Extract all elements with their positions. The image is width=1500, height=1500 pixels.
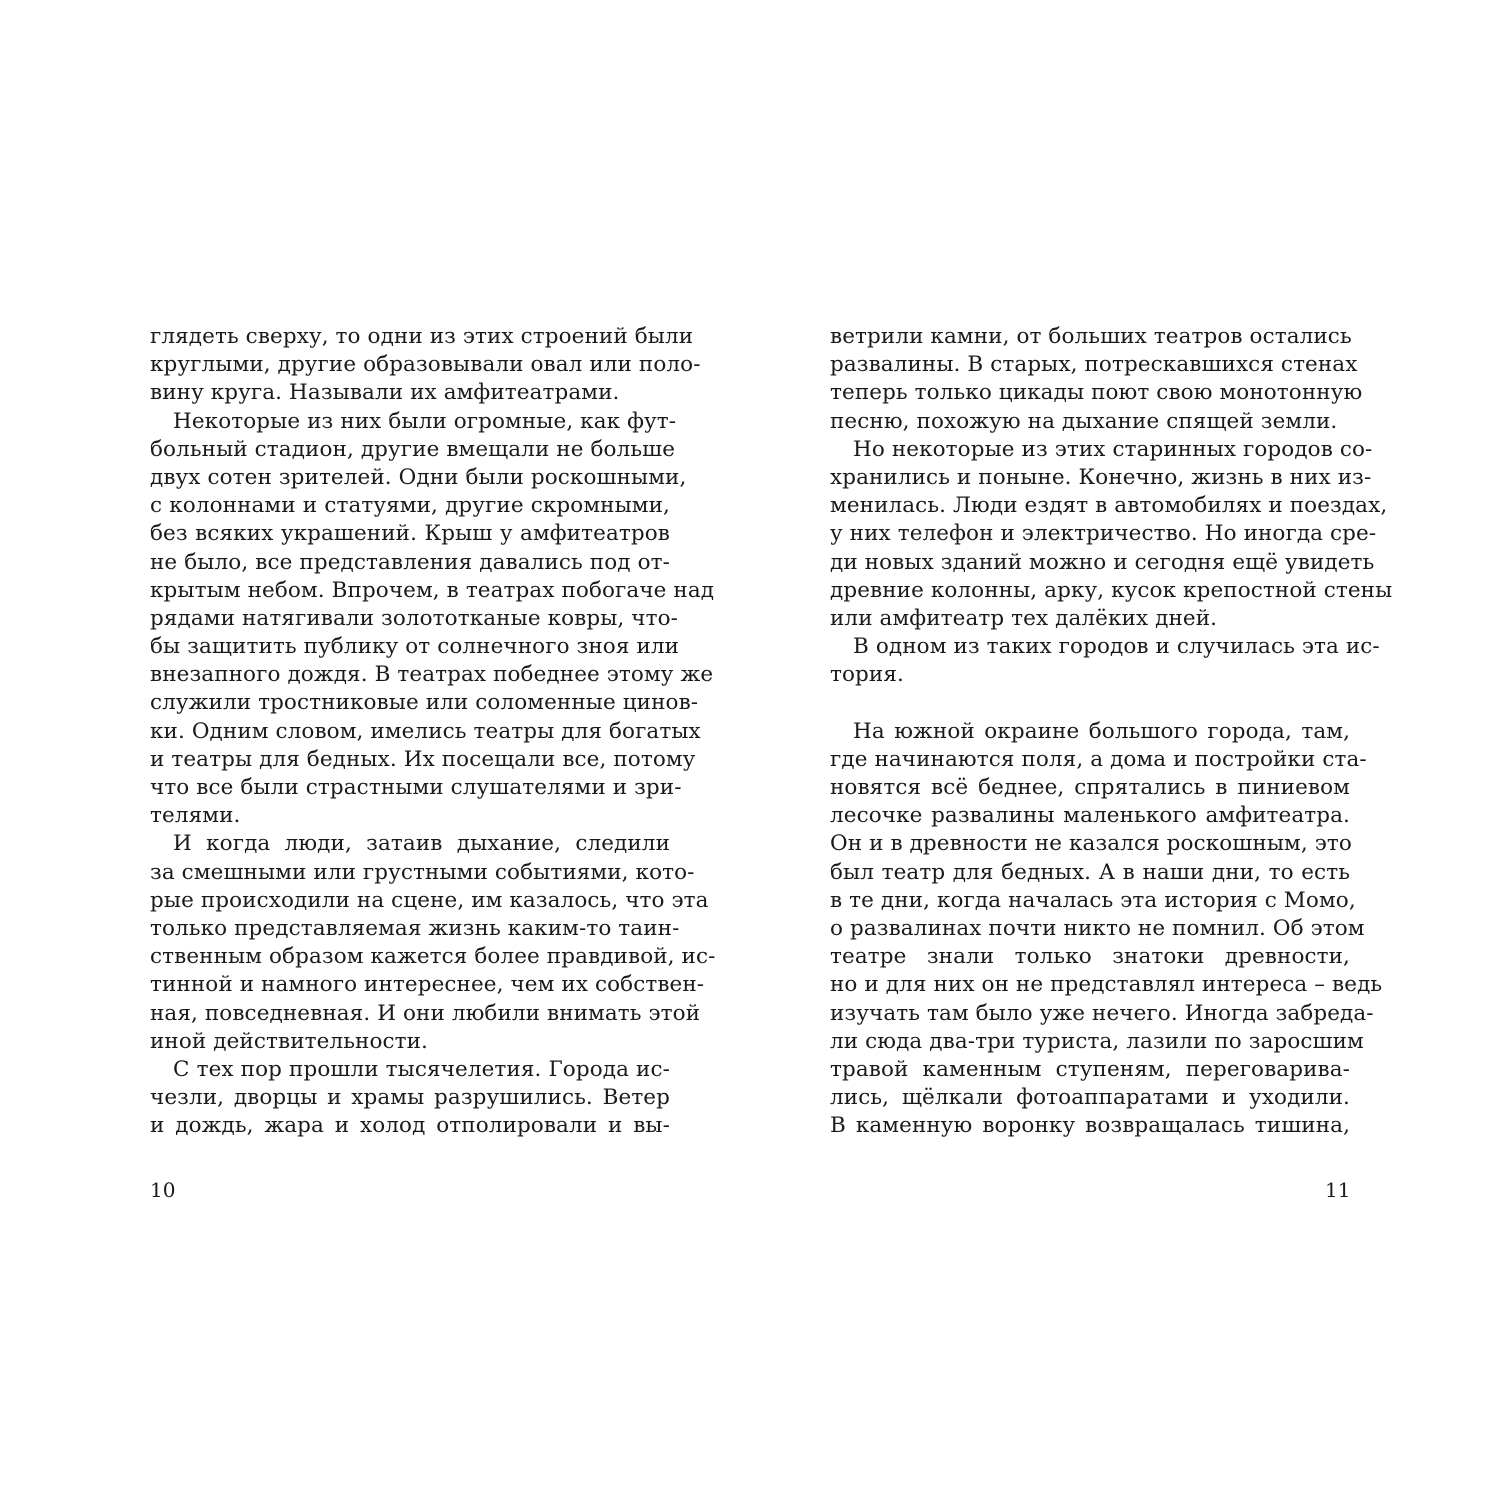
text-line: Он и в древности не казался роскошным, это (830, 831, 1352, 857)
text-line: теперь только цикады поют свою монотонную (830, 380, 1363, 406)
text-line: Но некоторые из этих старинных городов со- (853, 436, 1373, 462)
text-line: В одном из таких городов и случилась эта ис- (853, 634, 1380, 660)
text-line: ки. Одним словом, имелись театры для богатых (150, 718, 701, 744)
text-line: больный стадион, другие вмещали не больше (150, 436, 676, 462)
text-line: Некоторые из них были огромные, как фут- (173, 408, 677, 434)
text-line: крытым небом. Впрочем, в театрах побогаче над (150, 577, 715, 603)
text-line: На южной окраине большого города, там, (853, 718, 1350, 744)
text-line: только представляемая жизнь каким-то таин- (150, 915, 680, 941)
text-line: тория. (830, 662, 904, 688)
text-line: что все были страстными слушателями и зри- (150, 775, 682, 800)
text-line: служили тростниковые или соломенные цинов- (150, 690, 699, 716)
text-line: без всяких украшений. Крыш у амфитеатров (150, 521, 670, 547)
text-line: но и для них он не представлял интереса – ведь (830, 972, 1383, 998)
text-line: не было, все представления давались под от- (150, 549, 670, 575)
text-line: лись, щёлкали фотоаппаратами и уходили. (830, 1085, 1350, 1111)
text-line: театре знали только знатоки древности, (830, 944, 1350, 970)
text-line: изучать там было уже нечего. Иногда забреда- (830, 1000, 1374, 1026)
text-line: бы защитить публику от солнечного зноя или (150, 634, 680, 660)
text-line: вину круга. Называли их амфитеатрами. (150, 380, 620, 406)
text-line: чезли, дворцы и храмы разрушились. Ветер (150, 1085, 670, 1111)
text-line: с колоннами и статуями, другие скромными, (150, 493, 670, 519)
text-line: в те дни, когда началась эта история с Момо, (830, 887, 1356, 913)
text-line: был театр для бедных. А в наши дни, то есть (830, 859, 1350, 885)
text-line: внезапного дождя. В театрах победнее этому же (150, 662, 714, 688)
text-line: или амфитеатр тех далёких дней. (830, 605, 1218, 631)
text-line: круглыми, другие образовывали овал или поло- (150, 352, 701, 378)
text-line: новятся всё беднее, спрятались в пиниевом (830, 775, 1350, 800)
text-line: и театры для бедных. Их посещали все, потому (150, 746, 696, 772)
page-number-right: 11 (1325, 1178, 1351, 1202)
right-page-text (830, 323, 1393, 1140)
text-line: у них телефон и электричество. Но иногда сре- (830, 521, 1377, 547)
text-line: древние колонны, арку, кусок крепостной стены (830, 577, 1393, 603)
text-line: ветрили камни, от больших театров остались (830, 324, 1352, 349)
text-line: где начинаются поля, а дома и постройки ста- (830, 746, 1367, 772)
text-line: ственным образом кажется более правдивой, ис- (150, 944, 716, 970)
text-line: двух сотен зрителей. Одни были роскошными, (150, 464, 687, 490)
text-line: иной действительности. (150, 1028, 428, 1054)
text-line: развалины. В старых, потрескавшихся стенах (830, 352, 1358, 378)
text-line: тинной и намного интереснее, чем их собствен- (150, 972, 705, 998)
text-line: ли сюда два-три туриста, лазили по заросшим (830, 1028, 1364, 1054)
text-line: травой каменным ступеням, переговарива- (830, 1056, 1350, 1082)
text-line: рые происходили на сцене, им казалось, что эта (150, 887, 709, 913)
text-line: С тех пор прошли тысячелетия. Города ис- (173, 1056, 670, 1082)
text-line: за смешными или грустными событиями, кото- (150, 859, 695, 885)
blank-line (830, 689, 1350, 717)
left-page-text (150, 323, 716, 1140)
text-line: и дождь, жара и холод отполировали и вы- (150, 1113, 670, 1139)
text-line: лесочке развалины маленького амфитеатра. (830, 803, 1350, 829)
text-line: телями. (150, 803, 241, 829)
page-number-left: 10 (150, 1178, 176, 1202)
text-line: ная, повседневная. И они любили внимать этой (150, 1000, 701, 1026)
text-line: И когда люди, затаив дыхание, следили (173, 831, 670, 857)
text-line: рядами натягивали золототканые ковры, что- (150, 605, 679, 631)
text-line: ди новых зданий можно и сегодня ещё увидеть (830, 549, 1375, 575)
text-line: менилась. Люди ездят в автомобилях и поездах, (830, 493, 1388, 519)
text-line: о развалинах почти никто не помнил. Об этом (830, 915, 1365, 941)
text-line: глядеть сверху, то одни из этих строений были (150, 324, 694, 349)
text-line: В каменную воронку возвращалась тишина, (830, 1113, 1350, 1139)
text-line: песню, похожую на дыхание спящей земли. (830, 408, 1338, 434)
text-line: хранились и поныне. Конечно, жизнь в них из- (830, 464, 1372, 490)
